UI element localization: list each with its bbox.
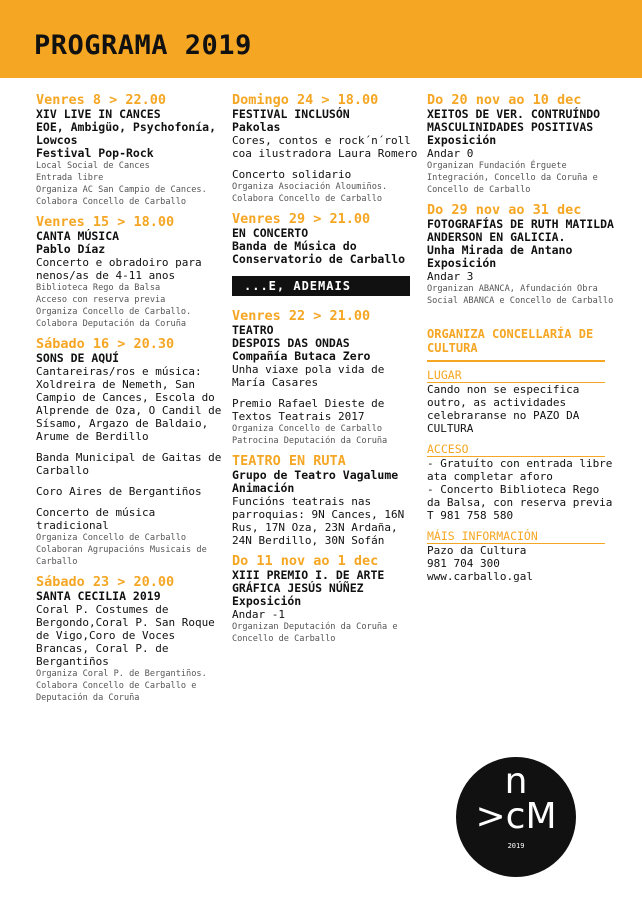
event-description: Andar -1 bbox=[232, 608, 285, 621]
event-date: Do 20 nov ao 10 dec bbox=[427, 92, 582, 108]
event-note: Organizan Fundación Érguete Integración, Concello da Coruña e Concello de Carballo bbox=[427, 161, 598, 195]
organizer-heading: ORGANIZA CONCELLARÍA DE CULTURA bbox=[427, 327, 594, 355]
ademais-banner: ...E, ADEMAIS bbox=[232, 276, 410, 296]
acceso-item: - Concerto Biblioteca Rego da Balsa, con reserva previa bbox=[427, 483, 613, 509]
event-note: Entrada libre bbox=[36, 173, 104, 183]
event-block bbox=[427, 203, 617, 307]
event-date: Do 29 nov ao 31 dec bbox=[427, 202, 582, 218]
logo-year: 2019 bbox=[507, 842, 525, 850]
event-date: Venres 8 > 22.00 bbox=[36, 92, 167, 108]
logo-letter-n: n bbox=[504, 761, 528, 802]
info-website: www.carballo.gal bbox=[427, 570, 533, 583]
event-date: Sábado 23 > 20.00 bbox=[36, 574, 175, 590]
event-title: FESTIVAL INCLUSÓN bbox=[232, 107, 350, 121]
event-title: SONS DE AQUÍ bbox=[36, 351, 120, 365]
event-description: Concerto solidario bbox=[232, 168, 352, 181]
event-subtitle: Festival Pop-Rock bbox=[36, 146, 154, 160]
event-subtitle: Exposición bbox=[232, 594, 302, 608]
event-note: Organiza Asociación Aloumiños. Colabora Concello de Carballo bbox=[232, 182, 388, 204]
column-2 bbox=[232, 93, 422, 652]
event-date: TEATRO EN RUTA bbox=[232, 453, 346, 469]
event-note: Organiza Concello de Carballo bbox=[36, 533, 187, 543]
event-title: EN CONCERTO bbox=[232, 226, 309, 240]
event-description: Banda Municipal de Gaitas de Carballo bbox=[36, 451, 222, 477]
event-description: Andar 0 bbox=[427, 147, 474, 160]
column-3 bbox=[427, 93, 617, 583]
column-1 bbox=[36, 93, 224, 711]
event-title: FOTOGRAFÍAS DE RUTH MATILDA ANDERSON EN GALICIA. bbox=[427, 217, 614, 244]
event-date: Do 11 nov ao 1 dec bbox=[232, 553, 379, 569]
event-note: Acceso con reserva previa bbox=[36, 295, 166, 305]
event-subtitle: EOE, Ambigüo, Psychofonía, Lowcos bbox=[36, 120, 217, 147]
info-venue: Pazo da Cultura bbox=[427, 544, 527, 557]
event-date: Venres 15 > 18.00 bbox=[36, 214, 175, 230]
event-description: Cores, contos e rock´n´roll coa ilustradora Laura Romero bbox=[232, 134, 418, 160]
event-title: Grupo de Teatro Vagalume Animación bbox=[232, 468, 399, 495]
event-block bbox=[36, 575, 224, 704]
event-block bbox=[232, 554, 422, 645]
event-subtitle: Pablo Díaz bbox=[36, 242, 106, 256]
event-block bbox=[36, 215, 224, 330]
event-note: Patrocina Deputación da Coruña bbox=[232, 436, 388, 446]
event-title: XIV LIVE IN CANCES bbox=[36, 107, 161, 121]
event-subtitle: Unha Mirada de Antano bbox=[427, 243, 573, 257]
event-note: Colaboran Agrupacións Musicais de Carballo bbox=[36, 545, 207, 567]
event-title: CANTA MÚSICA bbox=[36, 229, 120, 243]
event-description: Funcións teatrais nas parroquias: 9N Cances, 16N Rus, 17N Oza, 23N Ardaña, 24N Berdillo, 30N Sofán bbox=[232, 495, 405, 547]
event-title: TEATRO bbox=[232, 323, 274, 337]
event-note: Organiza Coral P. de Bergantiños. Colabora Concello de Carballo e Deputación da Coruña bbox=[36, 669, 207, 703]
event-block bbox=[36, 337, 224, 568]
event-block bbox=[427, 93, 617, 196]
event-block bbox=[232, 309, 422, 447]
event-block bbox=[232, 454, 422, 547]
event-title: XEITOS DE VER. CONTRUÍNDO MASCULINIDADES POSITIVAS bbox=[427, 107, 601, 134]
event-title: XIII PREMIO I. DE ARTE GRÁFICA JESÚS NÚÑEZ bbox=[232, 568, 385, 595]
info-phone: 981 704 300 bbox=[427, 557, 500, 570]
event-date: Venres 22 > 21.00 bbox=[232, 308, 371, 324]
event-date: Sábado 16 > 20.30 bbox=[36, 336, 175, 352]
event-description: Cantareiras/ros e música: Xoldreira de Nemeth, San Campio de Cances, Escola do Alprende de Oza, O Candil de Sísamo, Argazo de Baldaio, Arume de Berdillo bbox=[36, 365, 222, 443]
acceso-item: - Gratuíto con entrada libre ata completar aforo bbox=[427, 457, 613, 483]
info-label: MÁIS INFORMACIÓN bbox=[427, 529, 605, 544]
logo-letters-cm: >cM bbox=[475, 796, 557, 837]
lugar-text: Cando non se especifica outro, as actividades celebraranse no PAZO DA CULTURA bbox=[427, 383, 580, 435]
header-banner bbox=[0, 0, 642, 78]
event-note: Organiza AC San Campio de Cances. Colabora Concello de Carballo bbox=[36, 185, 207, 207]
event-description: Coro Aires de Bergantiños bbox=[36, 485, 202, 498]
acceso-label: ACCESO bbox=[427, 442, 605, 457]
event-description: Andar 3 bbox=[427, 270, 474, 283]
event-block bbox=[232, 93, 422, 205]
event-block bbox=[232, 212, 422, 266]
event-description: Unha viaxe pola vida de María Casares bbox=[232, 363, 385, 389]
event-description: Coral P. Costumes de Bergondo,Coral P. San Roque de Vigo,Coro de Voces Brancas, Coral P. de Bergantiños bbox=[36, 603, 215, 668]
event-subtitle: Exposición bbox=[427, 133, 497, 147]
event-description: Concerto de música tradicional bbox=[36, 506, 156, 532]
event-note: Organizan Deputación da Coruña e Concello de Carballo bbox=[232, 622, 398, 644]
lugar-label: LUGAR bbox=[427, 368, 605, 383]
column-3-events bbox=[427, 93, 617, 307]
event-note: Organiza Concello de Carballo. Colabora Deputación da Coruña bbox=[36, 307, 192, 329]
event-note: Organizan ABANCA, Afundación Obra Social ABANCA e Concello de Carballo bbox=[427, 284, 614, 306]
event-title: SANTA CECILIA 2019 bbox=[36, 589, 161, 603]
event-subtitle: Exposición bbox=[427, 256, 497, 270]
event-block bbox=[36, 93, 224, 208]
event-subtitle: DESPOIS DAS ONDAS bbox=[232, 336, 350, 350]
event-note: Biblioteca Rego da Balsa bbox=[36, 283, 161, 293]
event-subtitle: Banda de Música do Conservatorio de Carballo bbox=[232, 239, 406, 266]
event-note: Organiza Concello de Carballo bbox=[232, 424, 383, 434]
event-description: Concerto e obradoiro para nenos/as de 4-11 anos bbox=[36, 256, 202, 282]
event-subtitle: Pakolas bbox=[232, 120, 281, 134]
event-date: Domingo 24 > 18.00 bbox=[232, 92, 379, 108]
ncm-logo bbox=[456, 757, 576, 877]
divider bbox=[427, 360, 605, 362]
event-subtitle: Compañía Butaca Zero bbox=[232, 349, 371, 363]
event-note: Local Social de Cances bbox=[36, 161, 150, 171]
event-date: Venres 29 > 21.00 bbox=[232, 211, 371, 227]
page-title: PROGRAMA 2019 bbox=[34, 30, 252, 61]
acceso-phone: T 981 758 580 bbox=[427, 509, 514, 522]
event-description: Premio Rafael Dieste de Textos Teatrais 2017 bbox=[232, 397, 385, 423]
